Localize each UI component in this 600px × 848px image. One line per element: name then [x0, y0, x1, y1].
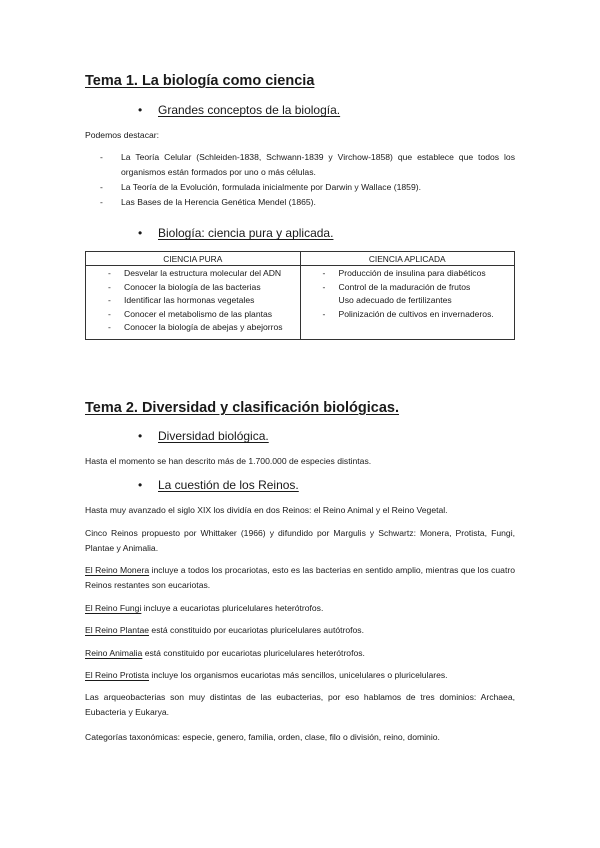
list-item: - Identificar las hormonas vegetales	[108, 295, 255, 305]
list-item: - Desvelar la estructura molecular del ADN	[108, 268, 282, 278]
table-cell-ciencia-pura	[86, 266, 301, 340]
term-reino-animalia: Reino Animalia	[85, 648, 143, 658]
table-header-ciencia-aplicada: CIENCIA APLICADA	[300, 252, 515, 266]
term-reino-plantae: El Reino Plantae	[85, 625, 150, 635]
paragraph-dominios: Las arqueobacterias son muy distintas de las eubacterias, por eso hablamos de tres dominios: Archaea, Eubacteria y Eukarya.	[85, 692, 515, 717]
list-item: - Producción de insulina para diabéticos	[322, 268, 486, 278]
list-item: - La Teoría Celular (Schleiden-1838, Schwann-1839 y Virchow-1858) que establece que todos los organismos están formados por uno o más células.	[100, 152, 515, 177]
paragraph-plantae: El Reino Plantae está constituido por eucariotas pluricelulares autótrofos.	[85, 625, 364, 635]
paragraph-animalia: Reino Animalia está constituido por eucariotas pluricelulares heterótrofos.	[85, 648, 365, 658]
paragraph: Cinco Reinos propuesto por Whittaker (1966) y difundido por Margulis y Schwartz: Monera, Protista, Fungi, Plantae y Animalia.	[85, 528, 515, 553]
bullet-icon: •	[138, 226, 143, 240]
term-reino-fungi: El Reino Fungi	[85, 603, 142, 613]
ciencia-comparison-table	[85, 251, 515, 340]
list-item: Uso adecuado de fertilizantes	[338, 295, 452, 305]
section-heading-diversidad: • Diversidad biológica.	[138, 429, 269, 443]
paragraph-fungi: El Reino Fungi incluye a eucariotas pluricelulares heterótrofos.	[85, 603, 324, 613]
section-heading-grandes-conceptos: • Grandes conceptos de la biología.	[138, 103, 341, 117]
bullet-icon: •	[138, 103, 143, 117]
section-heading-reinos: • La cuestión de los Reinos.	[138, 478, 299, 492]
list-item: - La Teoría de la Evolución, formulada inicialmente por Darwin y Wallace (1859).	[100, 182, 421, 192]
term-reino-protista: El Reino Protista	[85, 670, 150, 680]
list-item: - Control de la maduración de frutos	[322, 281, 471, 292]
tema1-title: Tema 1. La biología como ciencia	[85, 73, 315, 89]
paragraph-monera: El Reino Monera incluye a todos los procariotas, esto es las bacterias en sentido amplio, mientras que los cuatro Reinos restantes son eucariotas.	[85, 565, 515, 590]
table-cell-ciencia-aplicada	[300, 266, 515, 340]
list-item: - Conocer la biología de abejas y abejorros	[108, 322, 283, 332]
list-item: - Conocer la biología de las bacterias	[108, 281, 261, 292]
tema2-title: Tema 2. Diversidad y clasificación biológicas.	[85, 400, 400, 416]
table-header-ciencia-pura: CIENCIA PURA	[86, 252, 301, 266]
diversidad-text: Hasta el momento se han descrito más de 1.700.000 de especies distintas.	[85, 456, 372, 466]
paragraph-protista: El Reino Protista incluye los organismos eucariotas más sencillos, unicelulares o pluricelulares.	[85, 670, 448, 680]
term-reino-monera: El Reino Monera	[85, 565, 150, 575]
bullet-icon: •	[138, 478, 143, 492]
intro-text: Podemos destacar:	[85, 130, 160, 140]
paragraph-categorias: Categorías taxonómicas: especie, genero, familia, orden, clase, filo o división, reino, dominio.	[85, 732, 440, 742]
bullet-icon: •	[138, 429, 143, 443]
paragraph: Hasta muy avanzado el siglo XIX los dividía en dos Reinos: el Reino Animal y el Reino Vegetal.	[85, 505, 448, 515]
section-heading-ciencia-pura-aplicada: • Biología: ciencia pura y aplicada.	[138, 226, 334, 240]
list-item: - Las Bases de la Herencia Genética Mendel (1865).	[100, 197, 316, 207]
list-item: - Polinización de cultivos en invernaderos.	[322, 308, 494, 319]
list-item: - Conocer el metabolismo de las plantas	[108, 308, 273, 319]
